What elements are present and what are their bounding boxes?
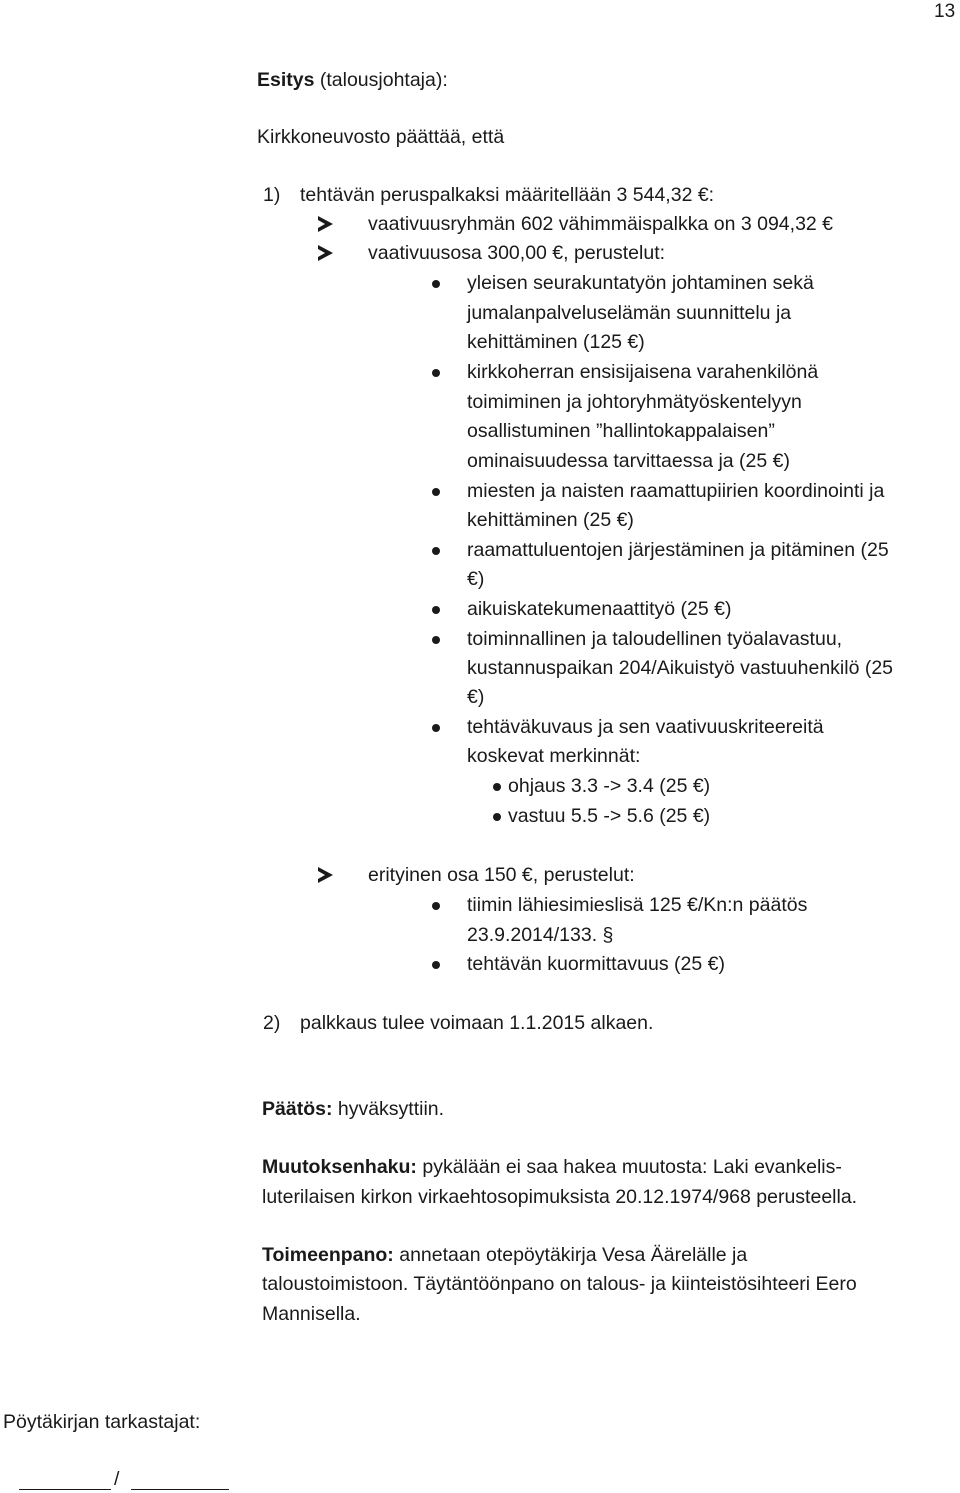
bullet-line: tehtäväkuvaus ja sen vaativuuskriteereitä [467,716,824,738]
bullet-line: tehtävän kuormittavuus (25 €) [467,953,725,975]
item-number: 2) [263,1012,281,1034]
proposal-label: Esitys [257,69,315,91]
bullet-line: miesten ja naisten raamattupiirien koordinointi ja [467,480,885,502]
page-number: 13 [934,1,956,22]
bullet-line: €) [467,568,485,590]
bullet-line: yleisen seurakuntatyön johtaminen sekä [467,272,814,294]
bullet-line: ominaisuudessa tarvittaessa ja (25 €) [467,450,790,472]
signature-separator: / [114,1468,120,1490]
decision-text: hyväksyttiin. [332,1098,445,1120]
decision-label: Päätös: [262,1098,333,1120]
appeal-line-2: luterilaisen kirkon virkaehtosopimuksista 20.12.1974/968 perusteella. [262,1186,858,1208]
bullet-line: osallistuminen ”hallintokappalaisen” [467,420,775,442]
sub-item-text: erityinen osa 150 €, perustelut: [368,864,635,886]
bullet-line: tiimin lähiesimieslisä 125 €/Kn:n päätös [467,894,808,916]
bullet-line: raamattuluentojen järjestäminen ja pitäminen (25 [467,539,889,561]
bullet-icon [493,813,501,821]
proposal-heading [257,71,448,91]
nested-bullet-line: ohjaus 3.3 -> 3.4 (25 €) [508,775,711,797]
intro-text: Kirkkoneuvosto päättää, että [257,126,505,148]
bullet-line: €) [467,686,485,708]
bullet-icon [432,488,440,496]
execution-text: annetaan otepöytäkirja Vesa Äärelälle ja [393,1244,748,1266]
bullet-line: kehittäminen (25 €) [467,509,634,531]
signatures-label: Pöytäkirjan tarkastajat: [3,1411,201,1433]
arrow-bullet-icon [318,245,333,261]
bullet-line: kustannuspaikan 204/Aikuistyö vastuuhenkilö (25 [467,657,894,679]
item-text: palkkaus tulee voimaan 1.1.2015 alkaen. [300,1012,654,1034]
sub-item-text: vaativuusryhmän 602 vähimmäispalkka on 3 094,32 € [368,213,834,235]
execution-line-1 [262,1246,747,1266]
bullet-line: kehittäminen (125 €) [467,331,645,353]
bullet-icon [432,280,440,288]
bullet-icon [432,902,440,910]
bullet-line: 23.9.2014/133. § [467,924,614,946]
appeal-line-1 [262,1158,842,1178]
arrow-bullet-icon [318,867,333,883]
bullet-line: toiminnallinen ja taloudellinen työalavastuu, [467,628,843,650]
bullet-line: aikuiskatekumenaattityö (25 €) [467,598,732,620]
nested-bullet-line: vastuu 5.5 -> 5.6 (25 €) [508,805,711,827]
signature-line-left [19,1489,111,1490]
bullet-icon [432,724,440,732]
execution-line-3: Mannisella. [262,1303,361,1325]
appeal-text: pykälään ei saa hakea muutosta: Laki evankelis- [416,1156,842,1178]
bullet-line: kirkkoherran ensisijaisena varahenkilönä [467,361,819,383]
proposal-author: (talousjohtaja): [314,69,448,91]
decision [262,1100,444,1120]
appeal-label: Muutoksenhaku: [262,1156,417,1178]
execution-label: Toimeenpano: [262,1244,394,1266]
bullet-line: jumalanpalveluselämän suunnittelu ja [467,302,792,324]
bullet-icon [432,961,440,969]
execution-line-2: taloustoimistoon. Täytäntöönpano on talous- ja kiinteistösihteeri Eero [262,1273,857,1295]
bullet-icon [493,783,501,791]
bullet-line: toimiminen ja johtoryhmätyöskentelyyn [467,391,802,413]
signature-line-right [131,1489,229,1490]
sub-item-text: vaativuusosa 300,00 €, perustelut: [368,242,666,264]
bullet-icon [432,369,440,377]
item-number: 1) [263,184,281,206]
bullet-icon [432,606,440,614]
bullet-icon [432,636,440,644]
bullet-icon [432,547,440,555]
item-text: tehtävän peruspalkaksi määritellään 3 544,32 €: [300,184,715,206]
bullet-line: koskevat merkinnät: [467,745,641,767]
arrow-bullet-icon [318,216,333,232]
